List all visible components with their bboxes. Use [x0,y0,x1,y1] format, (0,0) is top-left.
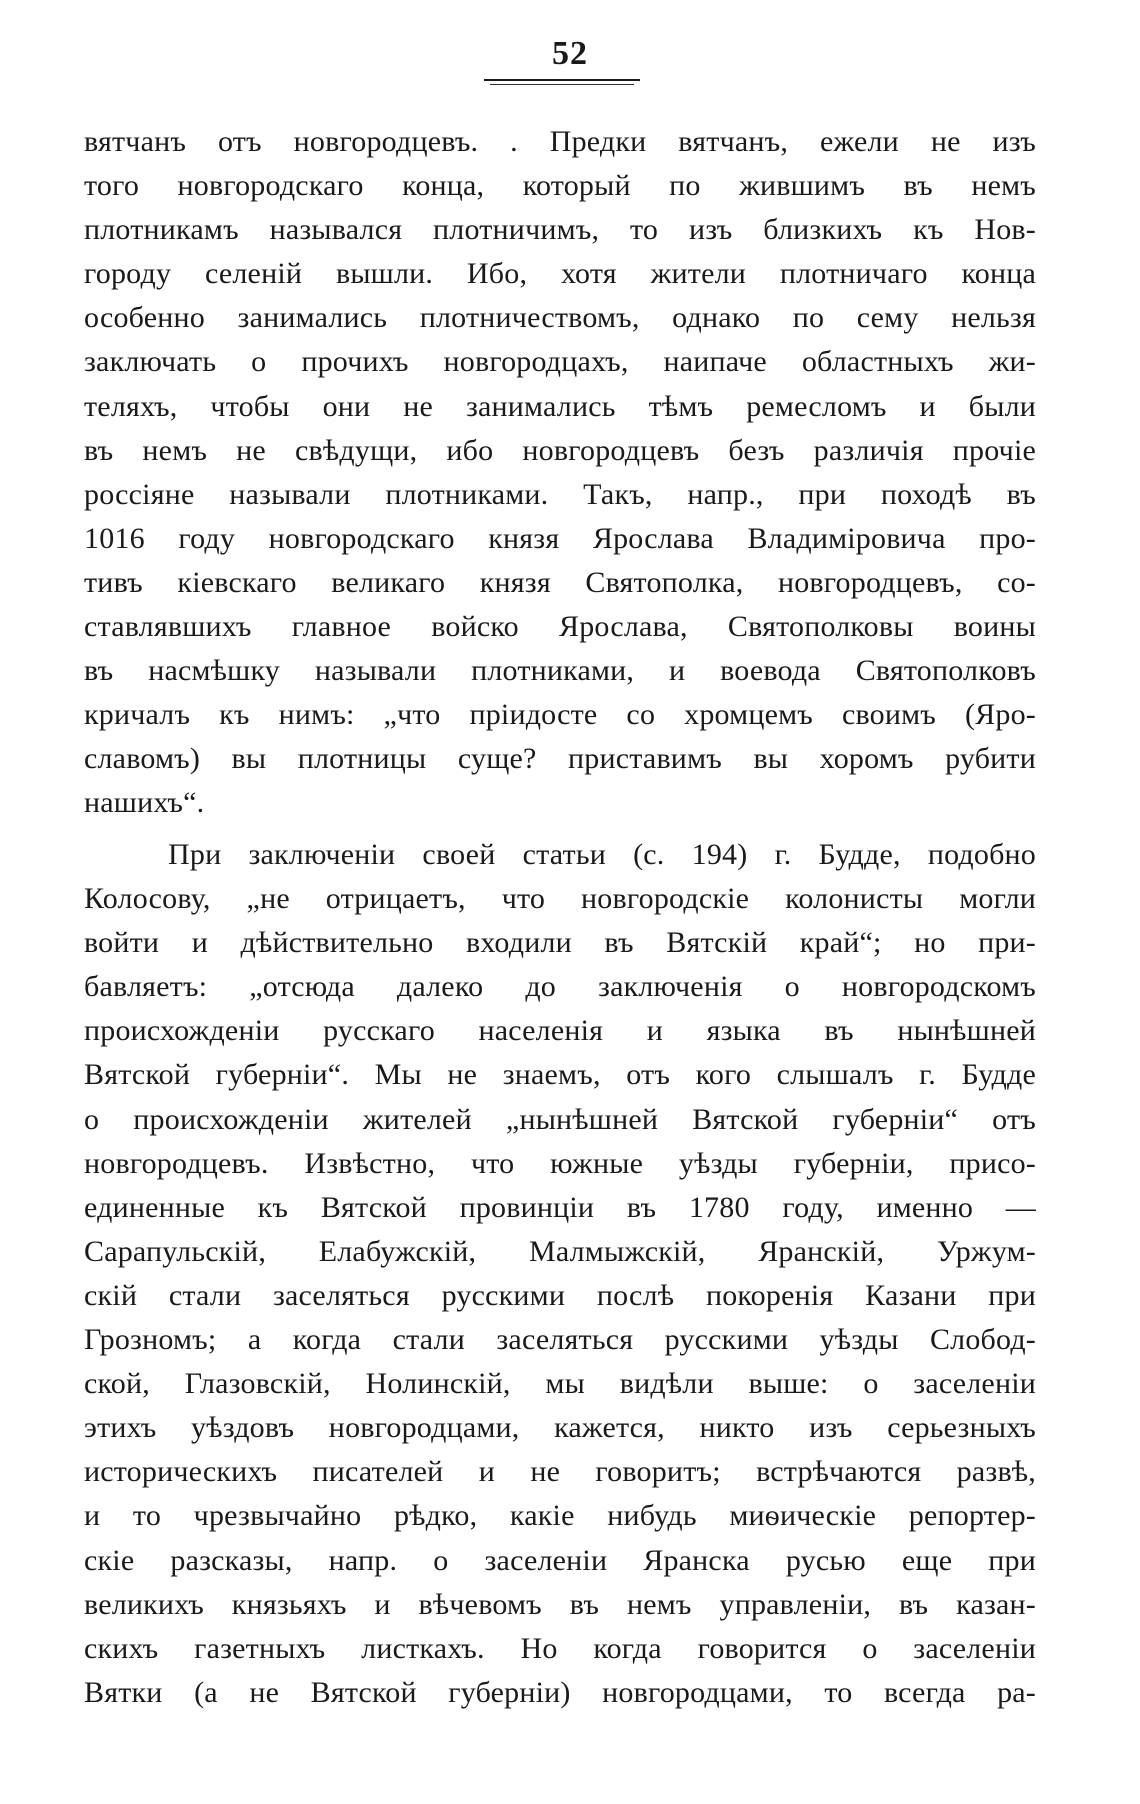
text-line: единенные къ Вятской провинціи въ 1780 году, именно — [84,1190,1036,1224]
text-line: историческихъ писателей и не говоритъ; встрѣчаются развѣ, [84,1455,1036,1489]
page-number: 52 [552,35,588,72]
paragraph-1 [84,120,1036,826]
text-line: Вятской губерніи“. Мы не знаемъ, отъ кого слышалъ г. Будде [84,1058,1036,1092]
text-line: въ насмѣшку называли плотниками, и воевода Святополковъ [84,654,1036,688]
text-line: того новгородскаго конца, который по жившимъ въ немъ [84,169,1036,203]
text-line: теляхъ, чтобы они не занимались тѣмъ ремесломъ и были [84,389,1036,423]
text-line: россіяне называли плотниками. Такъ, напр., при походѣ въ [84,477,1036,511]
page-number-rule [484,79,640,81]
text-line: плотникамъ назывался плотничимъ, то изъ близкихъ къ Нов- [84,213,1036,247]
text-line: При заключеніи своей статьи (с. 194) г. Будде, подобно [168,838,1036,871]
text-line: нашихъ“. [84,786,205,820]
text-line: Колосову, „не отрицаетъ, что новгородскіе колонисты могли [84,882,1036,916]
paragraph-2 [84,833,1036,1715]
text-line: скіе разсказы, напр. о заселеніи Яранска русью еще при [84,1543,1036,1577]
text-line: Вятки (а не Вятской губерніи) новгородцами, то всегда ра- [84,1675,1036,1709]
text-line: Грозномъ; а когда стали заселяться русскими уѣзды Слобод- [84,1323,1036,1357]
text-line: ской, Глазовскій, Нолинскій, мы видѣли выше: о заселеніи [84,1367,1036,1401]
page-number-rule-thin [490,84,634,85]
text-line: славомъ) вы плотницы суще? приставимъ вы хоромъ рубити [84,742,1036,776]
text-line: войти и дѣйствительно входили въ Вятскій край“; но при- [84,926,1036,960]
text-line: бавляетъ: „отсюда далеко до заключенія о новгородскомъ [84,970,1036,1004]
text-line: особенно занимались плотничествомъ, однако по сему нельзя [84,301,1036,335]
text-line: вятчанъ отъ новгородцевъ. . Предки вятчанъ, ежели не изъ [84,125,1036,158]
text-line: великихъ князьяхъ и вѣчевомъ въ немъ управленіи, въ казан- [84,1587,1036,1621]
text-line: новгородцевъ. Извѣстно, что южные уѣзды губерніи, присо- [84,1146,1036,1180]
text-line: кричалъ къ нимъ: „что пріидосте со хромцемъ своимъ (Яро- [84,698,1036,732]
text-line: въ немъ не свѣдущи, ибо новгородцевъ безъ различія прочіе [84,433,1036,467]
text-line: скій стали заселяться русскими послѣ покоренія Казани при [84,1278,1036,1312]
text-line: происхожденіи русскаго населенія и языка въ нынѣшней [84,1014,1036,1048]
text-line: ставлявшихъ главное войско Ярослава, Святополковы воины [84,610,1036,644]
text-line: тивъ кіевскаго великаго князя Святополка, новгородцевъ, со- [84,565,1036,599]
text-line: 1016 году новгородскаго князя Ярослава Владиміровича про- [84,521,1036,555]
text-line: о происхожденіи жителей „нынѣшней Вятской губерніи“ отъ [84,1102,1036,1136]
text-line: заключать о прочихъ новгородцахъ, наипаче областныхъ жи- [84,345,1036,379]
text-line: городу селеній вышли. Ибо, хотя жители плотничаго конца [84,257,1036,291]
text-line: этихъ уѣздовъ новгородцами, кажется, никто изъ серьезныхъ [84,1411,1036,1445]
text-line: Сарапульскій, Елабужскій, Малмыжскій, Яранскій, Уржум- [84,1234,1036,1268]
text-line: и то чрезвычайно рѣдко, какіе нибудь миѳическіе репортер- [84,1499,1036,1533]
text-line: скихъ газетныхъ листкахъ. Но когда говорится о заселеніи [84,1631,1036,1665]
